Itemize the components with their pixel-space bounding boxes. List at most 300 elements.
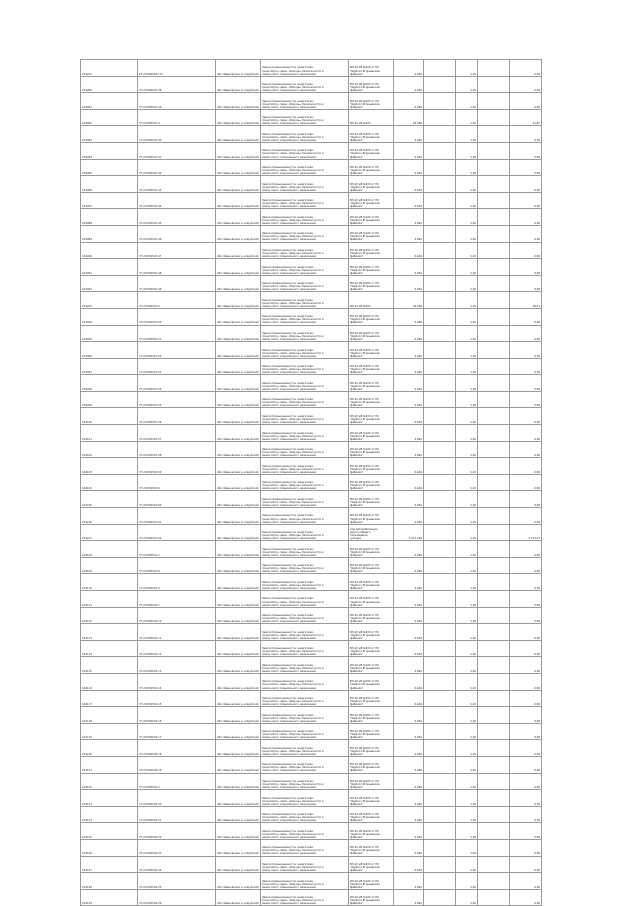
table-row (81, 657, 542, 674)
permitted-use-cell-line: "Шуйско-Егорьевская (350, 899, 380, 903)
cadastral-number: 37:20:050502:19 (138, 756, 216, 773)
permitted-use-cell-line: "Шуйско-Егорьевская (350, 716, 380, 720)
permitted-use-cell-line: пользования (350, 534, 368, 538)
permitted-use-cell (349, 176, 394, 193)
permitted-use-cell-line: фабрика" (350, 371, 364, 375)
cadastral-number: 37:20:050502:12 (138, 640, 216, 657)
table-row (81, 60, 542, 77)
permitted-use-cell-line: "Шуйско-Егорьевская (350, 218, 380, 222)
total-cell: 0,56 (510, 259, 542, 276)
total-cell: 0,56 (510, 508, 542, 525)
quantity-cell: 30,464 (394, 292, 424, 309)
land-category-cell-line: Земли промышленности, энергетики, (262, 680, 314, 684)
empty-cell (478, 176, 510, 193)
permitted-use-cell-line: дорогу общего (350, 531, 371, 535)
empty-cell (478, 292, 510, 309)
quantity-cell: 0,464 (394, 142, 424, 159)
land-category-cell-line: земли иного специального назначения (262, 586, 316, 590)
permitted-use-cell (349, 209, 394, 226)
quantity-cell: 0,464 (394, 806, 424, 823)
empty-cell (478, 242, 510, 259)
land-category-cell-line: транспорта, связи, обороны, безопасности и (262, 816, 324, 820)
location-cell: обл. Ивановская, р-н Шуйский (216, 358, 261, 375)
land-category-cell-line: Земли промышленности, энергетики, (262, 813, 314, 817)
land-category-cell-line: земли иного специального назначения (262, 421, 316, 425)
total-cell: 0,56 (510, 624, 542, 641)
row-number: 164108 (81, 541, 138, 558)
row-number: 164070 (81, 60, 138, 77)
permitted-use-cell-line: ВЛ-10 кВ №105 от ПС (350, 132, 380, 136)
land-category-cell-line: земли иного специального назначения (262, 719, 316, 723)
rate-cell: 1,20 (456, 508, 478, 525)
empty-cell (424, 873, 456, 890)
land-category-cell-line: транспорта, связи, обороны, безопасности и (262, 783, 324, 787)
land-category-cell (261, 756, 349, 773)
land-category-cell-line: земли иного специального назначения (262, 354, 316, 358)
row-number: 164112 (81, 607, 138, 624)
row-number: 164129 (81, 889, 138, 906)
land-category-cell-line: Земли промышленности, энергетики, (262, 713, 314, 717)
permitted-use-cell-line: фабрика" (350, 421, 364, 425)
quantity-cell: 0,464 (394, 192, 424, 209)
land-category-cell (261, 640, 349, 657)
total-cell: 3 711,27 (510, 524, 542, 541)
land-category-cell-line: транспорта, связи, обороны, безопасности и (262, 799, 324, 803)
rate-cell: 1,20 (456, 176, 478, 193)
land-category-cell-line: транспорта, связи, обороны, безопасности и (262, 69, 324, 73)
location-cell: обл. Ивановская, р-н Шуйский (216, 756, 261, 773)
cadastral-number: 37:20:050501:5 (138, 292, 216, 309)
cadastral-number: 37:20:050501:53 (138, 358, 216, 375)
permitted-use-cell-line: ВЛ-10 кВ №105 от ПС (350, 813, 380, 817)
quantity-cell: 0,464 (394, 740, 424, 757)
table-row (81, 740, 542, 757)
land-category-cell-line: Земли промышленности, энергетики, (262, 381, 314, 385)
quantity-cell: 0,464 (394, 342, 424, 359)
permitted-use-cell-line: ВЛ-10 кВ №105 от ПС (350, 99, 380, 103)
total-cell: 0,56 (510, 275, 542, 292)
permitted-use-cell-line: фабрика" (350, 819, 364, 823)
land-category-cell-line: транспорта, связи, обороны, безопасности и (262, 202, 324, 206)
permitted-use-cell-line: фабрика" (350, 321, 364, 325)
land-category-cell-line: транспорта, связи, обороны, безопасности и (262, 467, 324, 471)
rate-cell: 1,20 (456, 358, 478, 375)
permitted-use-cell-line: фабрика" (350, 620, 364, 624)
permitted-use-cell-line: фабрика" (350, 221, 364, 225)
land-category-cell-line: Земли промышленности, энергетики, (262, 248, 314, 252)
row-number: 164103 (81, 458, 138, 475)
location-cell: обл. Ивановская, р-н Шуйский (216, 242, 261, 259)
quantity-cell: 0,464 (394, 225, 424, 242)
rate-cell: 1,20 (456, 541, 478, 558)
permitted-use-cell-line: "Шуйско-Егорьевская (350, 102, 380, 106)
permitted-use-cell-line: фабрика" (350, 470, 364, 474)
row-number: 164111 (81, 591, 138, 608)
permitted-use-cell-line: ВЛ-10 кВ №105 от ПС (350, 896, 380, 900)
land-category-cell-line: земли иного специального назначения (262, 736, 316, 740)
quantity-cell: 0,464 (394, 690, 424, 707)
table-row (81, 325, 542, 342)
total-cell: 0,56 (510, 839, 542, 856)
quantity-cell: 0,464 (394, 707, 424, 724)
land-category-cell (261, 209, 349, 226)
quantity-cell: 0,464 (394, 508, 424, 525)
land-category-cell-line: земли иного специального назначения (262, 553, 316, 557)
permitted-use-cell (349, 856, 394, 873)
total-cell: 0,56 (510, 60, 542, 77)
land-category-cell-line: земли иного специального назначения (262, 537, 316, 541)
permitted-use-cell-line: "Шуйско-Егорьевская (350, 351, 380, 355)
land-category-cell-line: транспорта, связи, обороны, безопасности и (262, 335, 324, 338)
rate-cell: 1,20 (456, 624, 478, 641)
empty-cell (478, 142, 510, 159)
location-cell: обл. Ивановская, р-н Шуйский (216, 773, 261, 790)
rate-cell: 1,20 (456, 806, 478, 823)
location-cell: обл. Ивановская, р-н Шуйский (216, 142, 261, 159)
quantity-cell: 0,464 (394, 391, 424, 408)
permitted-use-cell-line: "Шуйско-Егорьевская (350, 700, 380, 704)
location-cell: обл. Ивановская, р-н Шуйский (216, 225, 261, 242)
permitted-use-cell-line: ВЛ-10 кВ №105 от ПС (350, 149, 380, 153)
land-category-cell-line: Земли промышленности, энергетики, (262, 763, 314, 767)
land-category-cell (261, 508, 349, 525)
total-cell: 0,56 (510, 126, 542, 143)
location-cell: обл. Ивановская, р-н Шуйский (216, 109, 261, 126)
table-row (81, 790, 542, 807)
permitted-use-cell-line: фабрика" (350, 89, 364, 93)
land-category-cell (261, 142, 349, 159)
empty-cell (478, 109, 510, 126)
quantity-cell: 3 071,464 (394, 524, 424, 541)
total-cell: 0,56 (510, 773, 542, 790)
table-row (81, 109, 542, 126)
quantity-cell: 0,464 (394, 541, 424, 558)
permitted-use-cell-line: ВЛ-10 кВ №105 от ПС (350, 414, 380, 418)
permitted-use-cell-line: ВЛ-10 кВ №105 от ПС (350, 713, 380, 717)
empty-cell (424, 823, 456, 840)
permitted-use-cell-line: ВЛ-10 кВ №105 от ПС (350, 182, 380, 186)
land-category-cell-line: земли иного специального назначения (262, 437, 316, 441)
permitted-use-cell (349, 275, 394, 292)
table-row (81, 474, 542, 491)
land-category-cell-line: земли иного специального назначения (262, 802, 316, 806)
rate-cell: 1,20 (456, 839, 478, 856)
empty-cell (478, 358, 510, 375)
permitted-use-cell-line: "Шуйско-Егорьевская (350, 285, 380, 289)
land-category-cell-line: Земли промышленности, энергетики, (262, 464, 314, 468)
empty-cell (424, 242, 456, 259)
rate-cell: 1,20 (456, 524, 478, 541)
permitted-use-cell-line: фабрика" (350, 686, 364, 690)
empty-cell (478, 574, 510, 591)
permitted-use-cell-line: "Шуйско-Егорьевская (350, 783, 380, 787)
land-category-cell-line: Земли промышленности, энергетики, (262, 66, 314, 70)
row-number: 164113 (81, 624, 138, 641)
quantity-cell: 0,464 (394, 773, 424, 790)
permitted-use-cell-line: ВЛ-10 кВ №105 от ПС (350, 697, 380, 701)
permitted-use-cell-line: фабрика" (350, 769, 364, 773)
row-number: 164086 (81, 176, 138, 193)
permitted-use-cell-line: ВЛ-10 кВ №105 от ПС (350, 481, 380, 485)
location-cell: обл. Ивановская, р-н Шуйский (216, 640, 261, 657)
permitted-use-cell-line: ВЛ-10 кВ №105 от ПС (350, 66, 380, 70)
land-category-cell-line: Земли промышленности, энергетики, (262, 365, 314, 369)
table-row (81, 524, 542, 541)
location-cell: обл. Ивановская, р-н Шуйский (216, 491, 261, 508)
land-category-cell (261, 192, 349, 209)
land-category-cell-line: земли иного специального назначения (262, 387, 316, 391)
empty-cell (424, 259, 456, 276)
rate-cell: 1,20 (456, 491, 478, 508)
permitted-use-cell (349, 557, 394, 574)
location-cell: обл. Ивановская, р-н Шуйский (216, 126, 261, 143)
location-cell: обл. Ивановская, р-н Шуйский (216, 624, 261, 641)
table-row (81, 806, 542, 823)
rate-cell: 1,20 (456, 126, 478, 143)
empty-cell (424, 176, 456, 193)
table-row (81, 574, 542, 591)
land-category-cell-line: земли иного специального назначения (262, 338, 316, 342)
location-cell: обл. Ивановская, р-н Шуйский (216, 391, 261, 408)
location-cell: обл. Ивановская, р-н Шуйский (216, 342, 261, 359)
location-cell: обл. Ивановская, р-н Шуйский (216, 474, 261, 491)
empty-cell (478, 225, 510, 242)
empty-cell (424, 707, 456, 724)
land-category-cell (261, 773, 349, 790)
row-number: 164123 (81, 790, 138, 807)
permitted-use-cell (349, 707, 394, 724)
permitted-use-cell-line: "Шуйско-Егорьевская (350, 169, 380, 173)
location-cell: обл. Ивановская, р-н Шуйский (216, 308, 261, 325)
land-category-cell-line: Земли промышленности, энергетики, (262, 879, 314, 883)
permitted-use-cell-line: "Шуйско-Егорьевская (350, 434, 380, 438)
total-cell: 21,87 (510, 109, 542, 126)
location-cell: обл. Ивановская, р-н Шуйский (216, 192, 261, 209)
permitted-use-cell (349, 60, 394, 77)
permitted-use-cell-line: "Шуйско-Егорьевская (350, 268, 380, 272)
permitted-use-cell (349, 657, 394, 674)
row-number: 164105 (81, 491, 138, 508)
permitted-use-cell-line: "Шуйско-Егорьевская (350, 467, 380, 471)
permitted-use-cell-line: ВЛ-10 кВ №105 от ПС (350, 663, 380, 667)
cadastral-number: 37:20:050501:9 (138, 574, 216, 591)
land-category-cell-line: земли иного специального назначения (262, 885, 316, 889)
table-row (81, 342, 542, 359)
land-category-cell (261, 259, 349, 276)
cadastral-number: 37:20:050501:44 (138, 192, 216, 209)
land-category-cell-line: земли иного специального назначения (262, 105, 316, 109)
empty-cell (478, 508, 510, 525)
land-category-cell-line: земли иного специального назначения (262, 570, 316, 574)
land-category-cell-line: Земли промышленности, энергетики, (262, 199, 314, 203)
table-row (81, 159, 542, 176)
rate-cell: 1,20 (456, 790, 478, 807)
permitted-use-cell-line: фабрика" (350, 138, 364, 142)
land-category-cell-line: земли иного специального назначения (262, 188, 316, 192)
quantity-cell: 0,464 (394, 308, 424, 325)
land-category-cell-line: земли иного специального назначения (262, 620, 316, 624)
land-category-cell-line: транспорта, связи, обороны, безопасности и (262, 617, 324, 621)
empty-cell (478, 159, 510, 176)
row-number: 164107 (81, 524, 138, 541)
location-cell: обл. Ивановская, р-н Шуйский (216, 159, 261, 176)
row-number: 164119 (81, 723, 138, 740)
cadastral-number: 37:20:050501:57 (138, 425, 216, 442)
permitted-use-cell (349, 308, 394, 325)
permitted-use-cell (349, 491, 394, 508)
land-category-cell-line: земли иного специального назначения (262, 271, 316, 275)
cadastral-number: 37:20:050502:21 (138, 806, 216, 823)
cadastral-number: 37:20:050502:22 (138, 823, 216, 840)
land-category-cell (261, 873, 349, 890)
quantity-cell: 0,464 (394, 275, 424, 292)
rate-cell: 1,20 (456, 823, 478, 840)
permitted-use-cell (349, 640, 394, 657)
empty-cell (478, 441, 510, 458)
row-number: 164118 (81, 707, 138, 724)
land-category-cell-line: транспорта, связи, обороны, безопасности и (262, 832, 324, 836)
row-number: 164092 (81, 275, 138, 292)
land-category-cell-line: земли иного специального назначения (262, 454, 316, 458)
quantity-cell: 0,464 (394, 591, 424, 608)
row-number: 164102 (81, 441, 138, 458)
rate-cell: 1,20 (456, 275, 478, 292)
location-cell: обл. Ивановская, р-н Шуйский (216, 408, 261, 425)
land-category-cell-line: земли иного специального назначения (262, 669, 316, 673)
quantity-cell: 0,464 (394, 673, 424, 690)
cadastral-number: 37:20:050501:46 (138, 225, 216, 242)
table-row (81, 76, 542, 93)
empty-cell (478, 308, 510, 325)
permitted-use-cell-line: "Шуйско-Егорьевская (350, 86, 380, 90)
rate-cell: 1,20 (456, 640, 478, 657)
empty-cell (478, 474, 510, 491)
land-category-cell-line: Земли промышленности, энергетики, (262, 431, 314, 435)
permitted-use-cell-line: фабрика" (350, 503, 364, 507)
empty-cell (478, 425, 510, 442)
empty-cell (424, 773, 456, 790)
rate-cell: 1,20 (456, 225, 478, 242)
permitted-use-cell (349, 723, 394, 740)
permitted-use-cell-line: ВЛ-10 кВ №105 от ПС (350, 248, 380, 252)
land-category-cell-line: Земли промышленности, энергетики, (262, 298, 314, 302)
empty-cell (424, 408, 456, 425)
land-category-cell (261, 889, 349, 906)
total-cell: 0,56 (510, 873, 542, 890)
row-number: 164098 (81, 375, 138, 392)
land-category-cell-line: Земли промышленности, энергетики, (262, 779, 314, 783)
permitted-use-cell-line: ВЛ-10 кВ №105 от ПС (350, 846, 380, 850)
row-number: 164121 (81, 756, 138, 773)
land-category-cell-line: Земли промышленности, энергетики, (262, 597, 314, 601)
land-category-cell-line: транспорта, связи, обороны, безопасности и (262, 849, 324, 853)
land-category-cell-line: транспорта, связи, обороны, безопасности и (262, 550, 324, 554)
cadastral-number: 37:20:050501:49 (138, 275, 216, 292)
table-row (81, 375, 542, 392)
empty-cell (424, 192, 456, 209)
land-category-cell-line: Земли промышленности, энергетики, (262, 116, 314, 120)
empty-cell (478, 209, 510, 226)
land-category-cell-line: земли иного специального назначения (262, 304, 316, 308)
location-cell: обл. Ивановская, р-н Шуйский (216, 524, 261, 541)
row-number: 164122 (81, 773, 138, 790)
row-number: 164115 (81, 657, 138, 674)
table-row (81, 176, 542, 193)
land-category-cell (261, 474, 349, 491)
permitted-use-cell-line: "Шуйско-Егорьевская (350, 666, 380, 670)
quantity-cell: 0,464 (394, 76, 424, 93)
quantity-cell: 0,464 (394, 856, 424, 873)
total-cell: 0,56 (510, 756, 542, 773)
empty-cell (478, 607, 510, 624)
location-cell: обл. Ивановская, р-н Шуйский (216, 889, 261, 906)
rate-cell: 1,20 (456, 607, 478, 624)
permitted-use-cell-line: "Шуйско-Егорьевская (350, 799, 380, 803)
permitted-use-cell-line: "Шуйско-Егорьевская (350, 335, 380, 338)
land-category-cell-line: Земли промышленности, энергетики, (262, 83, 314, 87)
land-category-cell-line: транспорта, связи, обороны, безопасности и (262, 285, 324, 289)
land-category-cell (261, 723, 349, 740)
permitted-use-cell-line: ВЛ-10 кВ №105 от ПС (350, 879, 380, 883)
empty-cell (478, 60, 510, 77)
table-row (81, 259, 542, 276)
quantity-cell: 18,464 (394, 109, 424, 126)
location-cell: обл. Ивановская, р-н Шуйский (216, 60, 261, 77)
permitted-use-cell-line: "Шуйско-Егорьевская (350, 650, 380, 654)
permitted-use-cell (349, 790, 394, 807)
row-number: 164109 (81, 557, 138, 574)
land-category-cell-line: транспорта, связи, обороны, безопасности и (262, 218, 324, 222)
permitted-use-cell-line: "Шуйско-Егорьевская (350, 517, 380, 521)
permitted-use-cell-line: фабрика" (350, 387, 364, 391)
row-number: 164088 (81, 209, 138, 226)
land-category-cell-line: земли иного специального назначения (262, 503, 316, 507)
land-category-cell (261, 790, 349, 807)
total-cell: 0,56 (510, 441, 542, 458)
table-row (81, 192, 542, 209)
total-cell: 0,56 (510, 491, 542, 508)
land-category-cell (261, 391, 349, 408)
empty-cell (424, 474, 456, 491)
location-cell: обл. Ивановская, р-н Шуйский (216, 790, 261, 807)
permitted-use-cell (349, 242, 394, 259)
empty-cell (424, 325, 456, 342)
quantity-cell: 0,464 (394, 474, 424, 491)
land-category-cell-line: транспорта, связи, обороны, безопасности и (262, 368, 324, 372)
permitted-use-cell (349, 873, 394, 890)
permitted-use-cell-line: под автомобильную (350, 528, 378, 532)
empty-cell (424, 557, 456, 574)
total-cell: 0,56 (510, 574, 542, 591)
land-category-cell-line: транспорта, связи, обороны, безопасности и (262, 733, 324, 737)
empty-cell (424, 93, 456, 110)
permitted-use-cell-line: ВЛ-10 кВ №105 от ПС (350, 862, 380, 866)
row-number: 164094 (81, 308, 138, 325)
land-category-cell-line: Земли промышленности, энергетики, (262, 348, 314, 352)
land-category-cell-line: земли иного специального назначения (262, 603, 316, 607)
total-cell: 0,56 (510, 209, 542, 226)
land-category-cell-line: транспорта, связи, обороны, безопасности и (262, 484, 324, 488)
location-cell: обл. Ивановская, р-н Шуйский (216, 873, 261, 890)
permitted-use-cell-line: "Шуйско-Егорьевская (350, 384, 380, 388)
permitted-use-cell-line: ВЛ-10 кВ №105 от ПС (350, 730, 380, 734)
permitted-use-cell-line: фабрика" (350, 72, 364, 76)
permitted-use-cell (349, 756, 394, 773)
empty-cell (424, 541, 456, 558)
land-category-cell-line: транспорта, связи, обороны, безопасности и (262, 567, 324, 571)
total-cell: 0,56 (510, 557, 542, 574)
permitted-use-cell-line: ВЛ-10 кВ №105 от ПС (350, 448, 380, 452)
